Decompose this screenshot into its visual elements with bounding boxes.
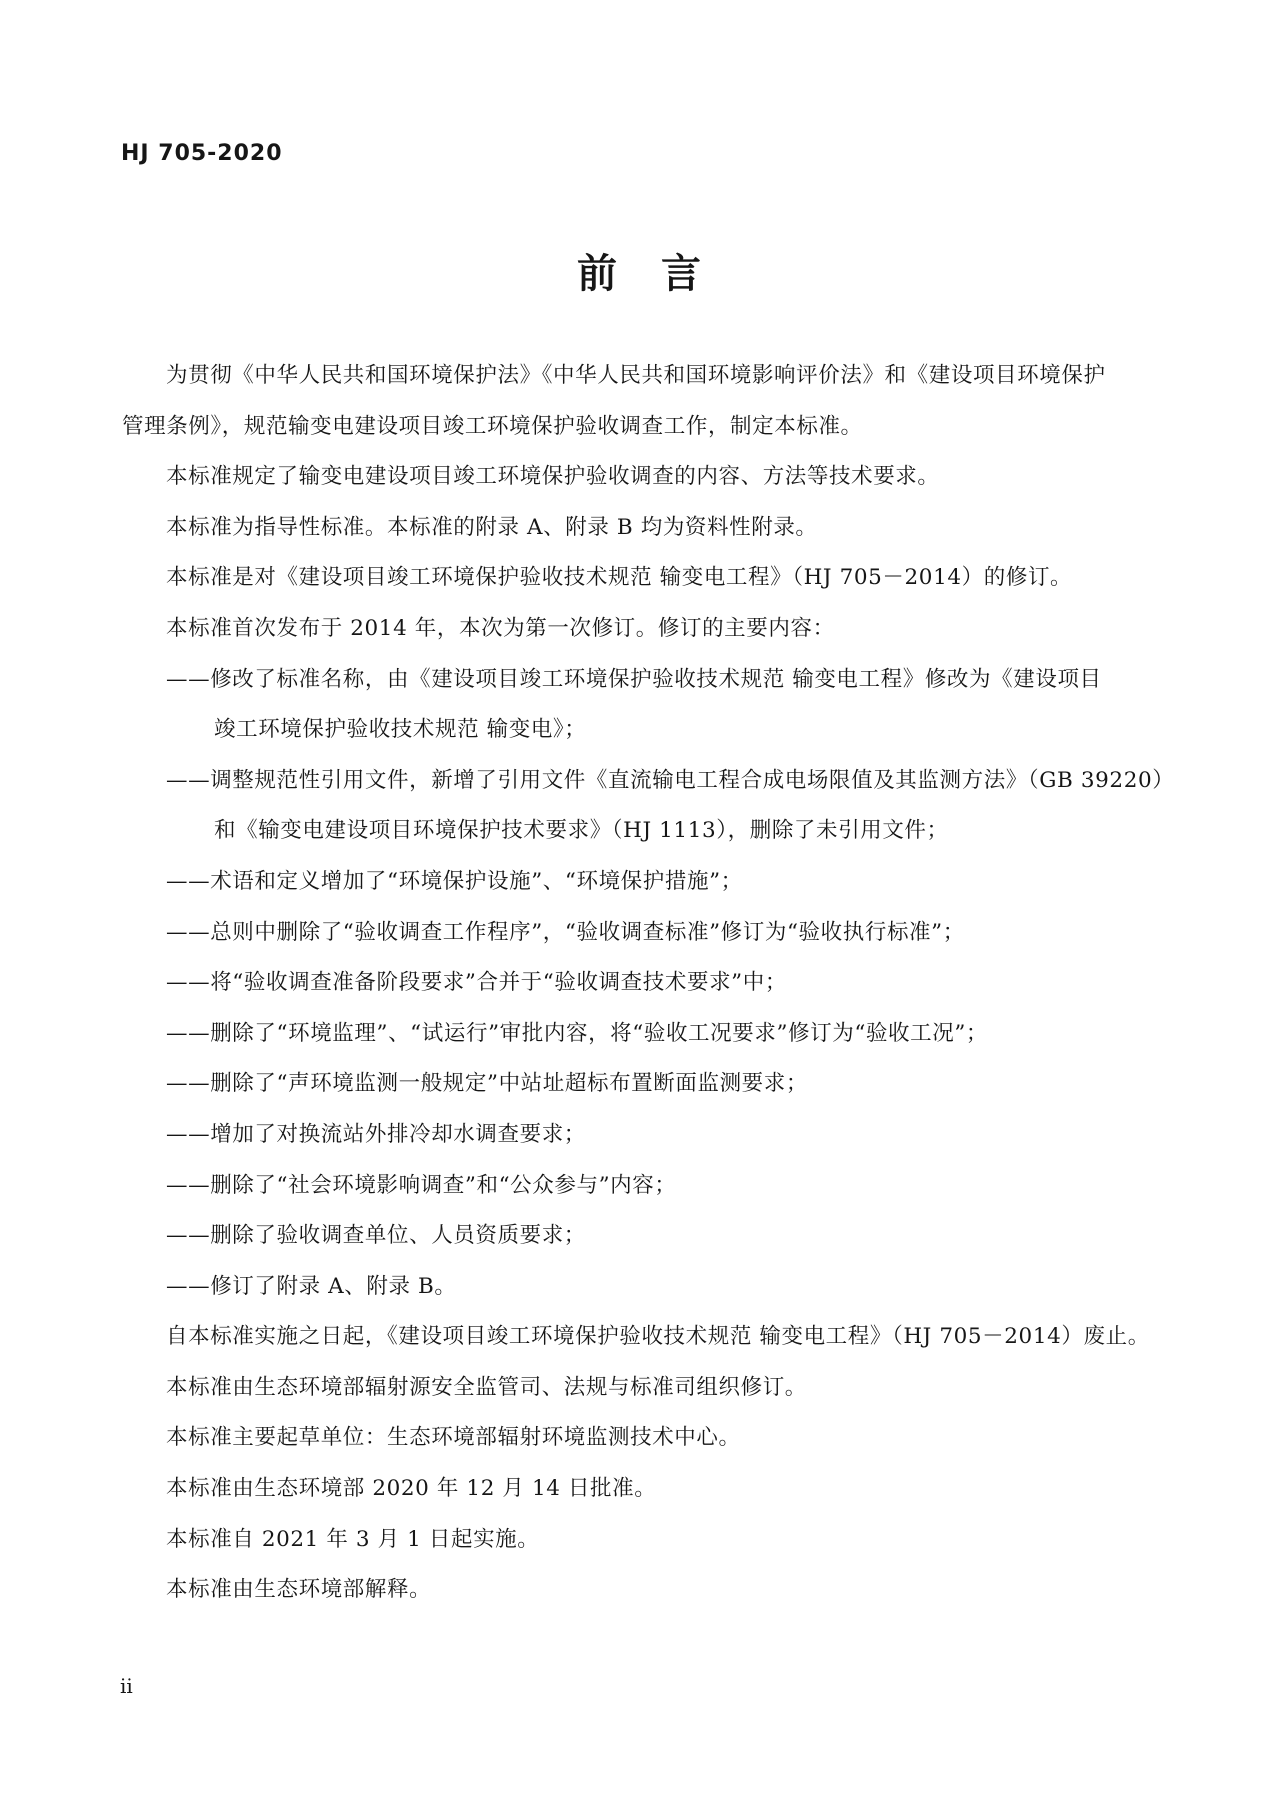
text-line: ——删除了验收调查单位、人员资质要求； [166,1223,586,1249]
text-line: ——术语和定义增加了“环境保护设施”、“环境保护措施”； [166,868,743,894]
text-line: ——修订了附录 A、附录 B。 [166,1273,457,1299]
page-number: ii [120,1674,133,1698]
text-line: 竣工环境保护验收技术规范 输变电》； [214,717,587,743]
text-line: ——删除了“社会环境影响调查”和“公众参与”内容； [166,1172,677,1198]
text-line: 为贯彻《中华人民共和国环境保护法》《中华人民共和国环境影响评价法》和《建设项目环境保护 [166,363,1106,388]
page-title: 前 言 [577,251,703,297]
text-line: 自本标准实施之日起，《建设项目竣工环境保护验收技术规范 输变电工程》（HJ 705－2014）废止。 [166,1324,1150,1350]
text-line: 本标准由生态环境部辐射源安全监管司、法规与标准司组织修订。 [166,1374,807,1400]
body-lines [122,351,1175,1616]
text-line: 本标准自 2021 年 3 月 1 日起实施。 [166,1526,540,1552]
text-line: 和《输变电建设项目环境保护技术要求》（HJ 1113），删除了未引用文件； [214,818,949,844]
text-line: 本标准由生态环境部解释。 [166,1577,432,1603]
text-line: 管理条例》，规范输变电建设项目竣工环境保护验收调查工作，制定本标准。 [122,413,863,439]
text-line: ——删除了“环境监理”、“试运行”审批内容，将“验收工况要求”修订为“验收工况”； [166,1020,989,1046]
text-line: 本标准为指导性标准。本标准的附录 A、附录 B 均为资料性附录。 [166,514,818,540]
text-line: ——调整规范性引用文件，新增了引用文件《直流输电工程合成电场限值及其监测方法》（GB 39220） [166,767,1175,793]
text-line: ——增加了对换流站外排冷却水调查要求； [166,1121,586,1147]
text-line: ——总则中删除了“验收调查工作程序”，“验收调查标准”修订为“验收执行标准”； [166,919,965,945]
text-line: 本标准首次发布于 2014 年，本次为第一次修订。修订的主要内容： [166,615,835,641]
text-line: ——将“验收调查准备阶段要求”合并于“验收调查技术要求”中； [166,970,787,996]
text-line: ——删除了“声环境监测一般规定”中站址超标布置断面监测要求； [166,1071,808,1097]
text-line: 本标准由生态环境部 2020 年 12 月 14 日批准。 [166,1476,657,1502]
standard-code-header: HJ 705-2020 [121,141,283,166]
text-line: 本标准是对《建设项目竣工环境保护验收技术规范 输变电工程》（HJ 705－2014）的修订。 [166,565,1073,591]
text-line: 本标准规定了输变电建设项目竣工环境保护验收调查的内容、方法等技术要求。 [166,464,940,490]
text-line: 本标准主要起草单位：生态环境部辐射环境监测技术中心。 [166,1425,741,1451]
text-line: ——修改了标准名称，由《建设项目竣工环境保护验收技术规范 输变电工程》修改为《建设项目 [166,666,1102,692]
